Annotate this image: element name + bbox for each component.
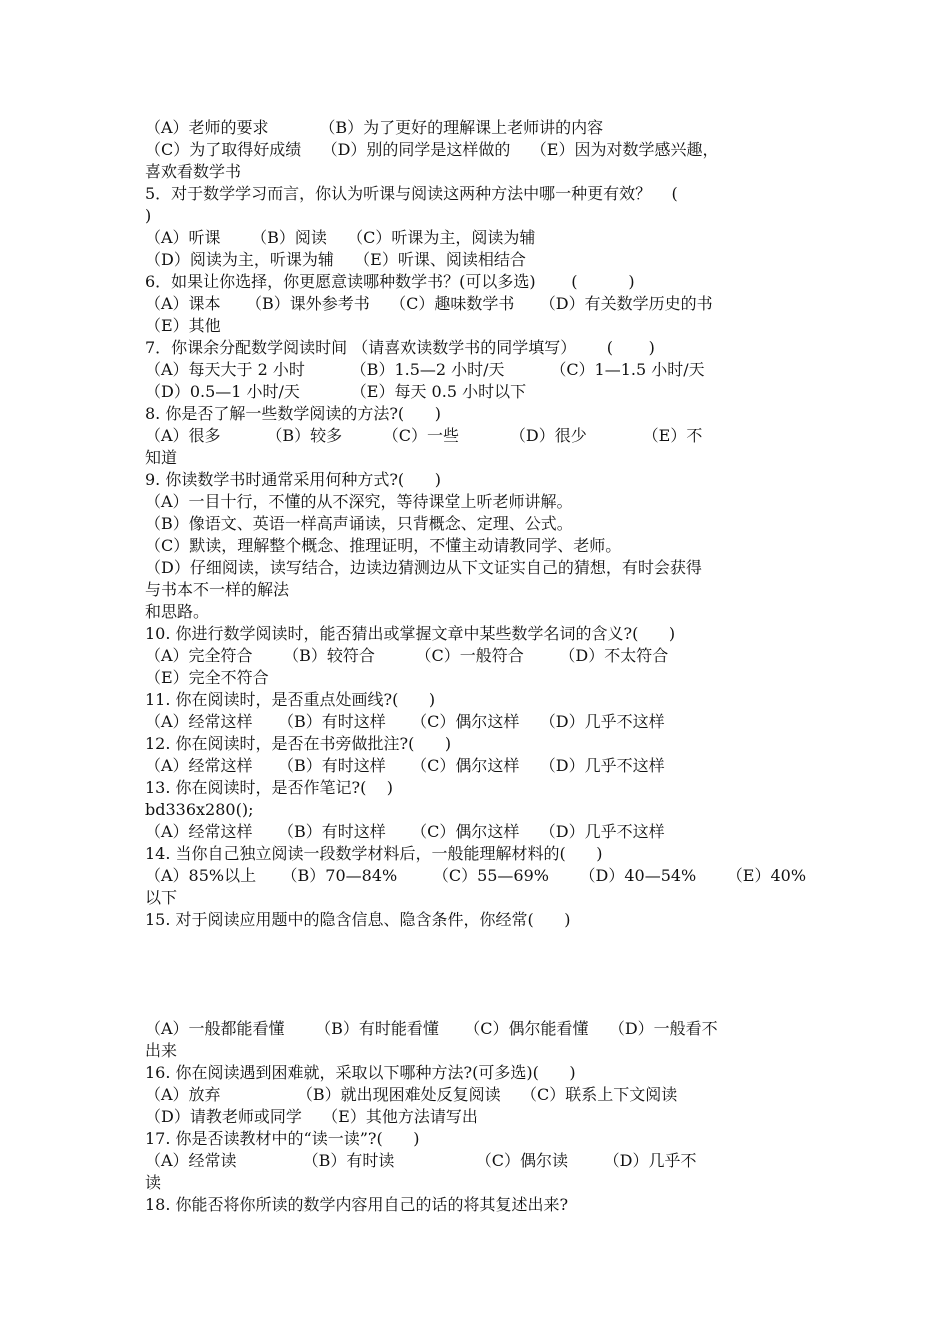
q16-options-line-2: （D）请教老师或同学 （E）其他方法请写出 (145, 1107, 478, 1126)
question-9: 9. 你读数学书时通常采用何种方式?( ) (145, 470, 441, 489)
q12-options: （A）经常这样 （B）有时这样 （C）偶尔这样 （D）几乎不这样 (145, 756, 665, 775)
q13-options: （A）经常这样 （B）有时这样 （C）偶尔这样 （D）几乎不这样 (145, 822, 665, 841)
question-6: 6．如果让你选择，你更愿意读哪种数学书？(可以多选) ( ) (145, 272, 635, 291)
question-5-paren: ) (145, 206, 152, 225)
q9-option-d-line-1: （D）仔细阅读，读写结合，边读边猜测边从下文证实自己的猜想，有时会获得 (145, 558, 702, 577)
question-16: 16. 你在阅读遇到困难就，采取以下哪种方法?(可多选)( ) (145, 1063, 576, 1082)
q17-options-line-2: 读 (145, 1173, 162, 1192)
question-5: 5．对于数学学习而言，你认为听课与阅读这两种方法中哪一种更有效？ ( (145, 184, 678, 203)
ad-script-text: bd336x280(); (145, 800, 254, 819)
q10-options-line-1: （A）完全符合 （B）较符合 （C）一般符合 （D）不太符合 (145, 646, 669, 665)
question-10: 10. 你进行数学阅读时，能否猜出或掌握文章中某些数学名词的含义?( ) (145, 624, 676, 643)
question-14: 14. 当你自己独立阅读一段数学材料后，一般能理解材料的( ) (145, 844, 603, 863)
q9-option-d-line-3: 和思路。 (145, 602, 210, 621)
question-18: 18. 你能否将你所读的数学内容用自己的话的将其复述出来? (145, 1195, 569, 1214)
question-15: 15. 对于阅读应用题中的隐含信息、隐含条件，你经常( ) (145, 910, 571, 929)
q17-options-line-1: （A）经常读 （B）有时读 （C）偶尔读 （D）几乎不 (145, 1151, 697, 1170)
q14-options-line-2: 以下 (145, 888, 178, 907)
q5-options-line-1: （A）听课 （B）阅读 （C）听课为主，阅读为辅 (145, 228, 536, 247)
q9-option-b: （B）像语文、英语一样高声诵读，只背概念、定理、公式。 (145, 514, 573, 533)
q7-options-line-1: （A）每天大于 2 小时 （B）1.5—2 小时/天 （C）1—1.5 小时/天 (145, 360, 705, 379)
question-13: 13. 你在阅读时，是否作笔记?( ) (145, 778, 393, 797)
q10-options-line-2: （E）完全不符合 (145, 668, 269, 687)
q14-options-line-1: （A）85%以上 （B）70—84% （C）55—69% （D）40—54% （E）40% (145, 866, 807, 885)
q4-options-line-2: （C）为了取得好成绩 （D）别的同学是这样做的 （E）因为对数学感兴趣， (145, 140, 719, 159)
q6-options-line-1: （A）课本 （B）课外参考书 （C）趣味数学书 （D）有关数学历史的书 (145, 294, 713, 313)
q6-options-line-2: （E）其他 (145, 316, 221, 335)
q16-options-line-1: （A）放弃 （B）就出现困难处反复阅读 （C）联系上下文阅读 (145, 1085, 678, 1104)
question-17: 17. 你是否读教材中的“读一读”?( ) (145, 1129, 420, 1148)
q8-options-line-2: 知道 (145, 448, 178, 467)
q9-option-d-line-2: 与书本不一样的解法 (145, 580, 290, 599)
q15-options-line-2: 出来 (145, 1041, 178, 1060)
q8-options-line-1: （A）很多 （B）较多 （C）一些 （D）很少 （E）不 (145, 426, 703, 445)
q5-options-line-2: （D）阅读为主，听课为辅 （E）听课、阅读相结合 (145, 250, 526, 269)
q9-option-a: （A）一目十行，不懂的从不深究，等待课堂上听老师讲解。 (145, 492, 573, 511)
q7-options-line-2: （D）0.5—1 小时/天 （E）每天 0.5 小时以下 (145, 382, 527, 401)
q4-options-line-1: （A）老师的要求 （B）为了更好的理解课上老师讲的内容 (145, 118, 604, 137)
q9-option-c: （C）默读，理解整个概念、推理证明，不懂主动请教同学、老师。 (145, 536, 622, 555)
q11-options: （A）经常这样 （B）有时这样 （C）偶尔这样 （D）几乎不这样 (145, 712, 665, 731)
question-11: 11. 你在阅读时，是否重点处画线?( ) (145, 690, 436, 709)
question-12: 12. 你在阅读时，是否在书旁做批注?( ) (145, 734, 452, 753)
q4-options-line-3: 喜欢看数学书 (145, 162, 242, 181)
question-7: 7．你课余分配数学阅读时间 （请喜欢读数学书的同学填写） ( ) (145, 338, 655, 357)
q15-options-line-1: （A）一般都能看懂 （B）有时能看懂 （C）偶尔能看懂 （D）一般看不 (145, 1019, 718, 1038)
question-8: 8. 你是否了解一些数学阅读的方法?( ) (145, 404, 441, 423)
